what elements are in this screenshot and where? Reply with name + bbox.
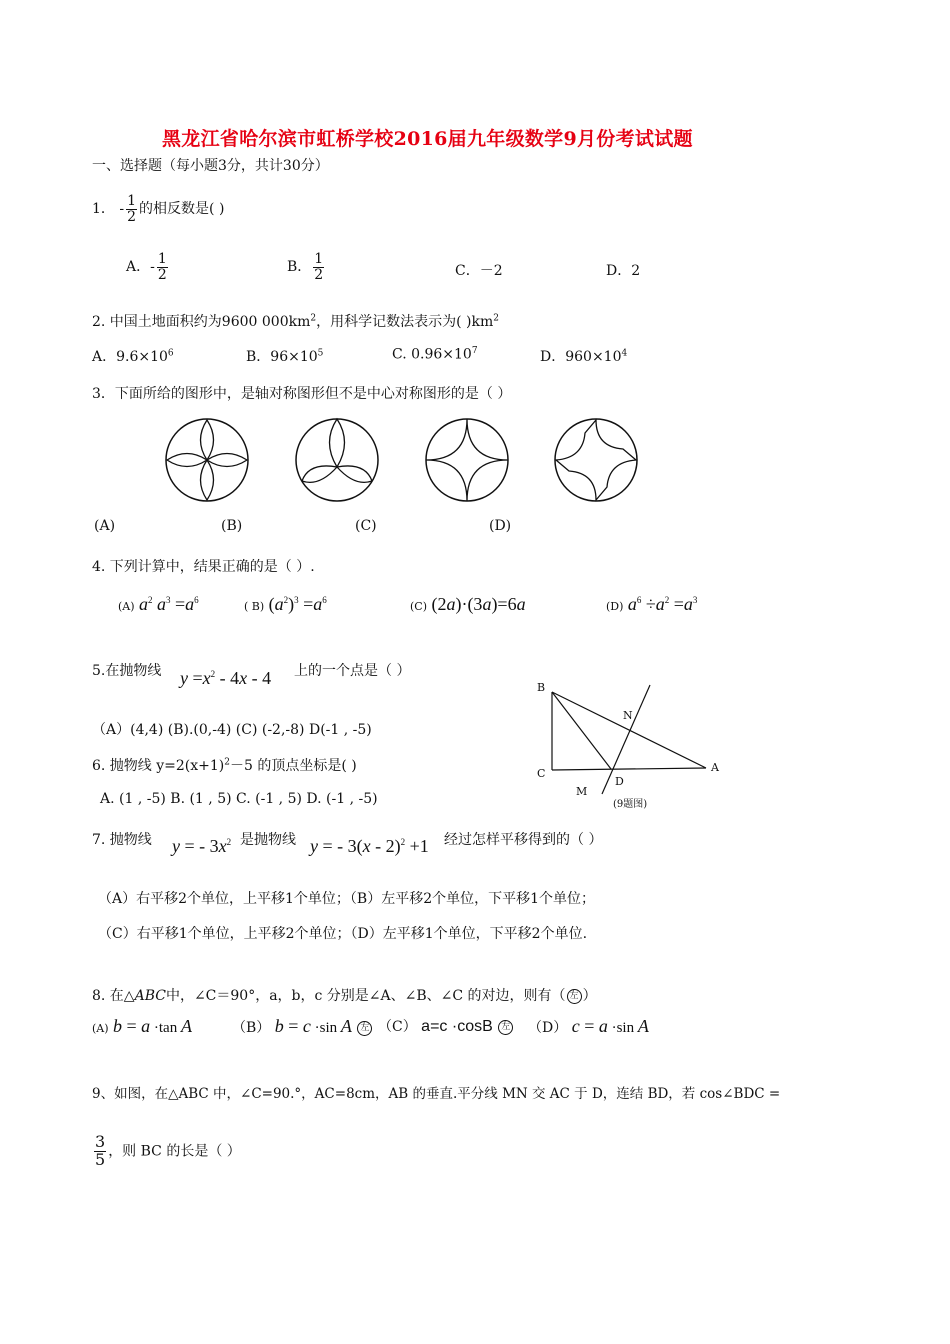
question-6: 6. 抛物线 $y=2(x+1)^2-5$ 的顶点坐标是( ): [92, 757, 357, 774]
point-label-b: B: [537, 681, 546, 694]
figure-d-inscribed-square: [553, 417, 639, 503]
q1-option-b: B． $\frac{1}{2}$: [287, 251, 324, 283]
q4-option-d: (D) $a^6 \div a^2 =a^3$: [606, 594, 698, 614]
question-3: 3．下面所给的图形中，是轴对称图形但不是中心对称图形的是（ ）: [92, 386, 512, 402]
point-label-c: C: [537, 767, 546, 780]
q2-option-c: C. $0.96\times 10^7$: [392, 346, 478, 363]
q1-option-d: D．2: [606, 263, 641, 279]
figure-label-d: (D): [489, 518, 512, 534]
question-8: 8. 在△ABC中，∠C＝90°，a，b，c 分别是∠A、∠B、∠C 的对边，则有（ 左 ）: [92, 988, 597, 1004]
question-5: 5.在抛物线: [92, 663, 162, 679]
question-9: 9、如图，在△ABC 中，∠C=90.°，AC=8cm，AB 的垂直.平分线 MN 交 AC 于 D，连结 BD，若 cos∠BDC =: [92, 1086, 781, 1102]
question-1: [92, 194, 224, 224]
section-heading: 一、选择题（每小题3分，共计30分）: [92, 158, 329, 174]
q2-option-d: D．$960\times 10^4$: [540, 348, 628, 365]
q7-options-line-2: （C）右平移1个单位，上平移2个单位；（D）左平移1个单位，下平移2个单位.: [98, 926, 588, 942]
figure-b-three-petals: [294, 417, 380, 503]
q5-options: （A）(4,4) (B).(0,-4) (C) (-2,-8) D(-1 , -5): [92, 722, 372, 738]
q2-option-b: B．$96\times 10^5$: [246, 348, 324, 365]
q4-option-a: (A) $a^2$ $a^3 =a^6$: [118, 594, 199, 614]
q5-tail: 上的一个点是（ ）: [294, 663, 411, 679]
point-label-m: M: [576, 785, 588, 798]
point-label-d: D: [615, 775, 624, 788]
point-label-a: A: [711, 761, 719, 774]
triangle-figure: [528, 676, 728, 810]
figure-label-a: (A): [94, 518, 116, 534]
q8-option-d: （D） c = a ·sin A: [528, 1016, 649, 1036]
question-text: 的相反数是( ): [139, 201, 225, 218]
q7-connector: 是抛物线: [240, 832, 296, 848]
figure-c-astroid: [424, 417, 510, 503]
q8-option-b: （B） b = c ·sin A 左: [232, 1016, 373, 1037]
q8-option-c: （C） a=c ·cosB 左: [378, 1016, 514, 1036]
point-label-n: N: [623, 709, 633, 722]
fraction: $\frac{1}{2}$: [127, 193, 137, 225]
q8-option-a: (A) b = a ·tan A: [92, 1016, 192, 1036]
q7-equation-2: y = - 3(x - 2)$^2$ +1: [310, 836, 429, 856]
figure-label-c: (C): [355, 518, 377, 534]
figure-label-b: (B): [221, 518, 243, 534]
q1-option-c: C．－2: [455, 263, 503, 279]
q7-tail: 经过怎样平移得到的（ ）: [444, 832, 603, 848]
figure-caption: (9题图): [613, 799, 648, 810]
q2-option-a: A．$9.6\times 10^6$: [92, 348, 174, 365]
figure-a-flower: [164, 417, 250, 503]
q4-option-b: ( B) $(a^2)^3 =a^6$: [244, 594, 327, 614]
q9-fraction-line: $\frac{3}{5}$ ，则 BC 的长是（ ）: [95, 1132, 241, 1169]
question-7: 7. 抛物线: [92, 832, 152, 848]
q7-equation-1: y = - $3x^2$: [172, 836, 232, 856]
question-4: 4. 下列计算中，结果正确的是（ ）.: [92, 559, 315, 575]
q7-options-line-1: （A）右平移2个单位，上平移1个单位；（B）左平移2个单位，下平移1个单位；: [98, 891, 596, 907]
q4-option-c: (C) (2a)·(3a)=6a: [410, 594, 526, 614]
q5-equation: $y =x^2 - 4x - 4$: [180, 668, 272, 688]
question-number: 1．: [92, 201, 115, 218]
question-2: 2. 中国土地面积约为9600 $000km^2$，用科学记数法表示为( )$km^2$: [92, 313, 499, 330]
minus-sign: -: [119, 201, 125, 218]
page-title: 黑龙江省哈尔滨市虹桥学校2016届九年级数学9月份考试试题: [162, 128, 693, 150]
q1-option-a: A．- $\frac{1}{2}$: [126, 251, 167, 283]
q6-options: A. (1 , -5) B. (1 , 5) C. (-1 , 5) D. (-1 , -5): [100, 791, 378, 807]
